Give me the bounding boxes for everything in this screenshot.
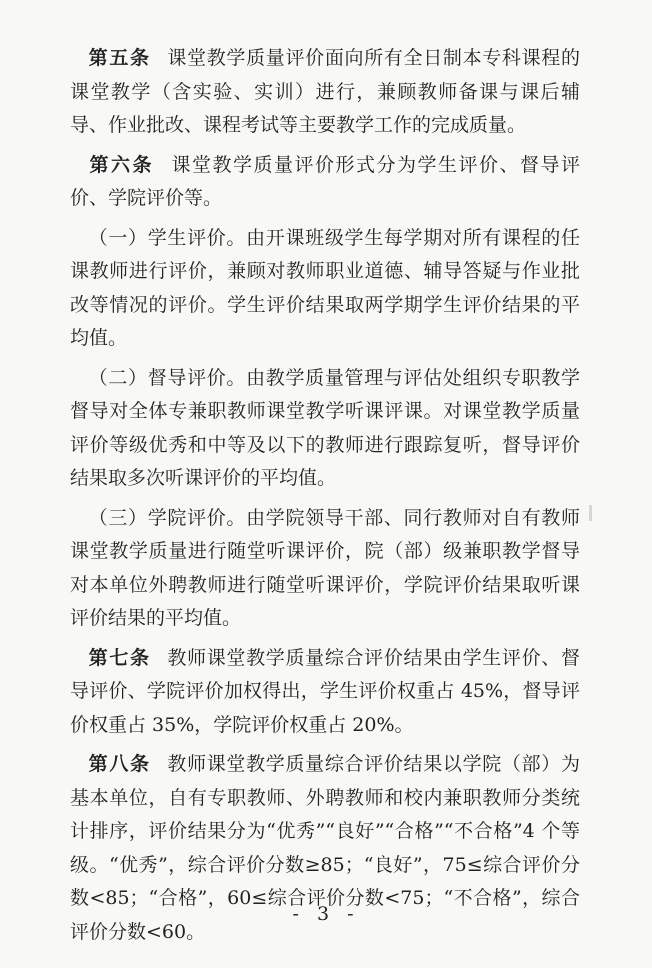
- article-heading: 第七条: [88, 646, 151, 669]
- item-text: （三）学院评价。由学院领导干部、同行教师对自有教师课堂教学质量进行随堂听课评价，院（部）级兼职教学督导对本单位外聘教师进行随堂听课评价，学院评价结果取听课评价结果的平均值。: [70, 506, 580, 629]
- page-number: - 3 -: [292, 903, 360, 925]
- document-body: [70, 42, 580, 955]
- scan-artifact: [589, 505, 592, 521]
- item-text: （二）督导评价。由教学质量管理与评估处组织专职教学督导对全体专兼职教师课堂教学听课评课。对课堂教学质量评价等级优秀和中等及以下的教师进行跟踪复听，督导评价结果取多次听课评价的平均值。: [70, 366, 580, 489]
- article-7: [70, 642, 580, 743]
- article-heading: 第八条: [88, 753, 151, 775]
- article-heading: 第五条: [88, 47, 151, 69]
- article-text: 课堂教学质量评价形式分为学生评价、督导评价、学院评价等。: [70, 153, 580, 209]
- item-3-college-evaluation: [70, 502, 580, 636]
- article-text: 课堂教学质量评价面向所有全日制本专科课程的课堂教学（含实验、实训）进行，兼顾教师备课与课后辅导、作业批改、课程考试等主要教学工作的完成质量。: [70, 47, 580, 136]
- article-5: [70, 42, 580, 143]
- item-text: （一）学生评价。由开课班级学生每学期对所有课程的任课教师进行评价，兼顾对教师职业道德、辅导答疑与作业批改等情况的评价。学生评价结果取两学期学生评价结果的平均值。: [70, 226, 580, 349]
- article-heading: 第六条: [88, 153, 154, 176]
- article-6: [70, 149, 580, 216]
- item-2-supervisor-evaluation: [70, 362, 580, 496]
- article-text: 教师课堂教学质量综合评价结果以学院（部）为基本单位，自有专职教师、外聘教师和校内兼职教师分类统计排序，评价结果分为“优秀”“良好”“合格”“不合格”4 个等级。“优秀”，综合评价分数≥85；“良好”，75≤综合评价分数<85；“合格”，60≤综合评价分数<75；“不合格”，综合评价分数<60。: [70, 753, 580, 943]
- article-text: 教师课堂教学质量综合评价结果由学生评价、督导评价、学院评价加权得出，学生评价权重占 45%，督导评价权重占 35%，学院评价权重占 20%。: [70, 646, 580, 736]
- item-1-student-evaluation: [70, 222, 580, 356]
